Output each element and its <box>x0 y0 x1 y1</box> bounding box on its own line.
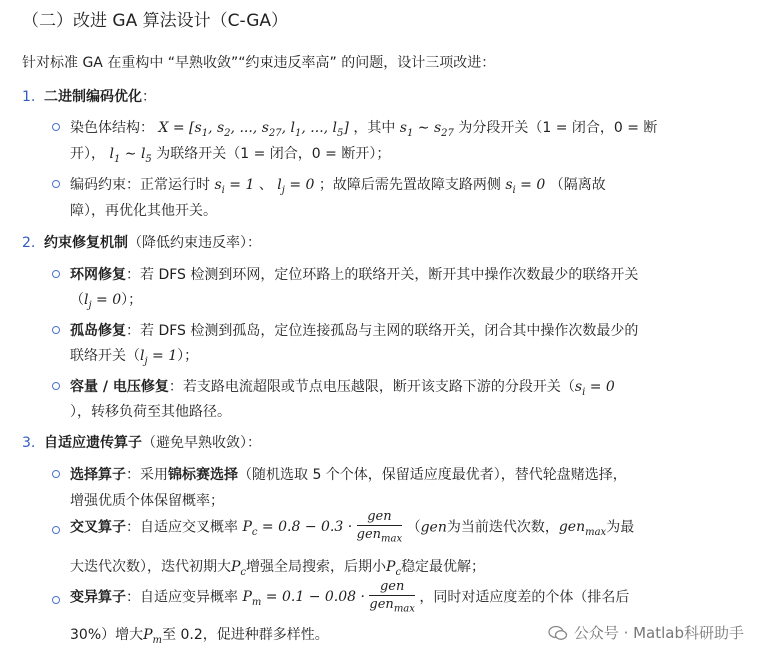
bullet-icon <box>52 123 60 131</box>
selection-operator-cont: 增强优质个体保留概率； <box>70 493 224 509</box>
bullet-icon <box>52 470 60 478</box>
capacity-voltage-repair: 容量 / 电压修复：若支路电流超限或节点电压越限，断开该支路下游的分段开关（$s_i = 0$ <box>70 379 615 398</box>
mutation-operator: 变异算子：自适应变异概率 $P_m = 0.1 - 0.08$ · $\frac{\text{gen}}{gen_{max}}$ ，同时对适应度差的个体（排名后 <box>70 579 630 615</box>
loop-repair-cont: $(l_j = 0)$； <box>70 292 143 311</box>
encoding-constraint: 编码约束：正常运行时 $s_i = 1$ 、 $l_j = 0$ ；故障后需先置故障支路两侧 $s_i = 0$ （隔离故 <box>70 177 606 196</box>
section-2-title: 2. 约束修复机制（降低约束违反率）： <box>22 235 261 251</box>
bullet-icon <box>52 596 60 604</box>
crossover-fraction: $\frac{\text{gen}}{gen_{max}}$ <box>356 509 403 545</box>
bullet-icon <box>52 326 60 334</box>
crossover-operator-cont: 大迭代次数），迭代初期大$P_c$增强全局搜索，后期小$P_c$稳定最优解； <box>70 559 486 578</box>
chromosome-structure-cont: 开）， $l_1$ ∼ $l_5$ 为联络开关（1 = 闭合，0 = 断开）； <box>70 146 391 165</box>
island-repair-cont: 联络开关$(l_j = 1)$； <box>70 348 199 367</box>
bullet-icon <box>52 180 60 188</box>
watermark: 公众号 · Matlab科研助手 <box>548 622 744 643</box>
section-heading: （二）改进 GA 算法设计（C-GA） <box>22 11 289 31</box>
intro-paragraph: 针对标准 GA 在重构中 “早熟收敛”“约束违反率高” 的问题，设计三项改进： <box>22 55 496 71</box>
bullet-icon <box>52 382 60 390</box>
mutation-operator-cont: 30%）增大$P_m$至 0.2，促进种群多样性。 <box>70 627 329 646</box>
section-3-title: 3. 自适应遗传算子（避免早熟收敛）： <box>22 435 261 451</box>
chromosome-formula: $X = [s_1$, $s_2$, ..., $s_{27}$, $l_1$, ..., $l_5$] <box>158 120 349 139</box>
wechat-icon <box>548 625 568 641</box>
chromosome-structure: 染色体结构： $X = [s_1$, $s_2$, ..., $s_{27}$, $l_1$, ..., $l_5$] ，其中 $s_1$ ∼ $s_{27}$ 为分段开关（1 = 闭合，0 = 断 <box>70 120 658 139</box>
island-repair: 孤岛修复：若 DFS 检测到孤岛，定位连接孤岛与主网的联络开关，闭合其中操作次数最少的 <box>70 323 639 339</box>
section-1-title: 1. 二进制编码优化： <box>22 89 156 105</box>
loop-repair: 环网修复：若 DFS 检测到环网，定位环路上的联络开关，断开其中操作次数最少的联络开关 <box>70 267 639 283</box>
encoding-constraint-cont: 障），再优化其他开关。 <box>70 203 217 219</box>
capacity-voltage-repair-cont: ），转移负荷至其他路径。 <box>70 404 231 420</box>
bullet-icon <box>52 270 60 278</box>
bullet-icon <box>52 526 60 534</box>
selection-operator: 选择算子：采用锦标赛选择（随机选取 5 个个体，保留适应度最优者），替代轮盘赌选择， <box>70 467 627 483</box>
crossover-operator: 交叉算子：自适应交叉概率 $P_c = 0.8 - 0.3$ · $\frac{\text{gen}}{gen_{max}}$ （gen为当前迭代次数，gen$_{max}$为最 <box>70 509 635 545</box>
mutation-fraction: $\frac{\text{gen}}{gen_{max}}$ <box>369 579 415 615</box>
